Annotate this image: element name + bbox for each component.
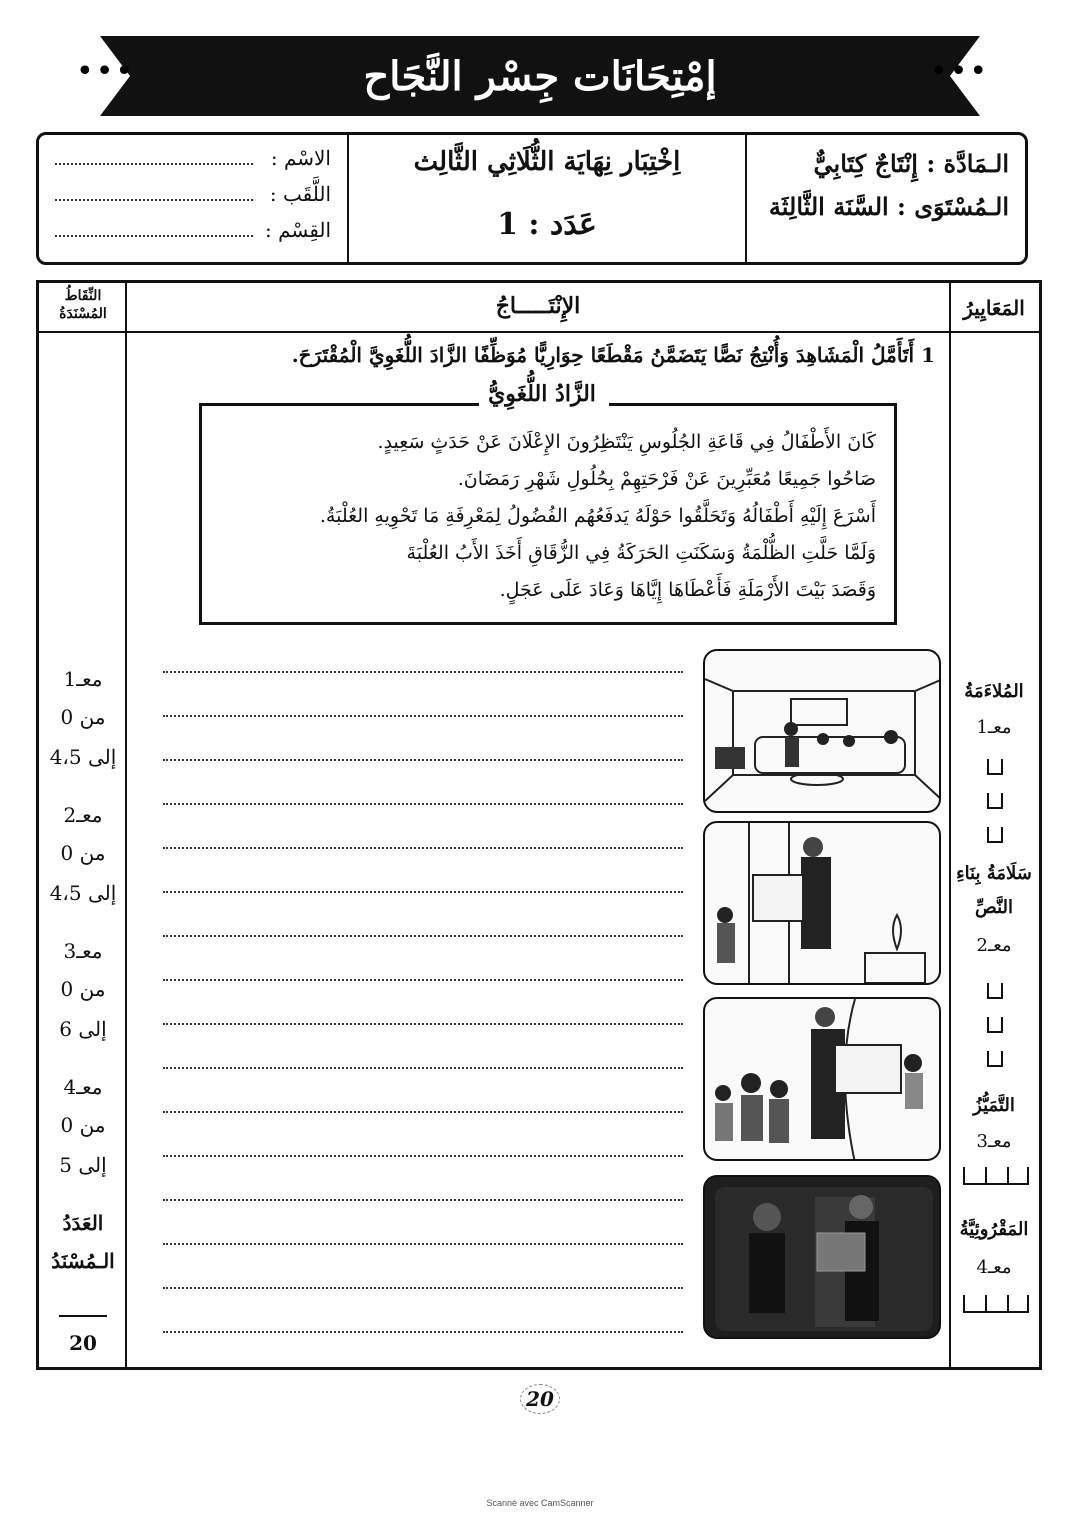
writing-line[interactable] — [163, 935, 683, 937]
instruction-text: 1 أَتَأَمَّلُ الْمَشَاهِدَ وَأُنْتِجُ نَصًّا يَتَضَمَّنُ مَقْطَعًا حِوَارِيًّا مُوَظِّفًا الزَّادَ اللُّغَوِيَّ الْمُقْتَرَحَ. — [291, 343, 935, 367]
total-label-a: العَدَدُ — [62, 1211, 104, 1235]
criterion-2-code: معـ2 — [976, 935, 1012, 956]
total-label-b: الـمُسْنَدُ — [51, 1249, 115, 1273]
criterion-1-box[interactable] — [987, 827, 1003, 843]
writing-line[interactable] — [163, 847, 683, 849]
criterion-structure: سَلَامَةُ بِنَاءِ — [956, 863, 1032, 884]
points-3-code: معـ3 — [63, 939, 103, 963]
scanner-watermark: Scanné avec CamScanner — [486, 1498, 594, 1508]
exam-title-cell — [347, 135, 745, 262]
points-1-code: معـ1 — [63, 667, 103, 691]
scene-living-room-image — [703, 649, 941, 813]
level-label: الـمُسْتَوَى : السَّنَة الثَّالِثَة — [768, 192, 1009, 221]
points-2-to: إلى 4،5 — [49, 881, 117, 905]
writing-line[interactable] — [163, 759, 683, 761]
points-4-code: معـ4 — [63, 1075, 103, 1099]
scene-children-around-box-image — [703, 997, 941, 1161]
points-header: النِّقَاطُ المُسْنَدَةُ — [59, 288, 107, 322]
class-label: القِسْم : — [264, 218, 331, 242]
points-2-from: من 0 — [60, 841, 106, 865]
criterion-1-box[interactable] — [987, 759, 1003, 775]
production-table — [36, 280, 1042, 1370]
criterion-4-boxes[interactable] — [963, 1295, 1029, 1313]
criterion-2-box[interactable] — [987, 1017, 1003, 1033]
points-3-from: من 0 — [60, 977, 106, 1001]
writing-line[interactable] — [163, 1067, 683, 1069]
writing-line[interactable] — [163, 1155, 683, 1157]
vocab-line-1: كَانَ الأَطْفَالُ فِي قَاعَةِ الجُلُوسِ يَنْتَظِرُونَ الإِعْلَانَ عَنْ حَدَثٍ سَعِيدٍ. — [377, 431, 876, 453]
writing-line[interactable] — [163, 715, 683, 717]
scene-night-widow-image — [703, 1175, 941, 1339]
criterion-relevance: المُلاءَمَةُ — [964, 681, 1024, 702]
criteria-column — [949, 283, 1039, 1367]
vocab-line-5: وَقَصَدَ بَيْتَ الأَرْمَلَةِ فَأَعْطَاهَا إِيَّاهَا وَعَادَ عَلَى عَجَلٍ. — [499, 579, 876, 601]
criterion-structure-b: النَّصِّ — [975, 897, 1013, 918]
title-banner — [70, 36, 1010, 116]
criterion-readability: المَقْرُوئِيَّةُ — [959, 1219, 1029, 1240]
criterion-distinction: التَّمَيُّزُ — [973, 1095, 1015, 1116]
dots-left-icon: ••• — [76, 54, 136, 89]
name-label: الاسْم : — [270, 146, 331, 170]
points-2-code: معـ2 — [63, 803, 103, 827]
exam-header — [36, 132, 1028, 265]
total-points: 20 — [69, 1331, 97, 1355]
writing-line[interactable] — [163, 1023, 683, 1025]
vocab-title: الزَّادُ اللُّغَوِيُّ — [488, 381, 596, 407]
points-3-to: إلى 6 — [59, 1017, 107, 1041]
name-field[interactable] — [55, 145, 253, 165]
vocab-line-3: أَسْرَعَ إِلَيْهِ أَطْفَالُهُ وَتَحَلَّقُوا حَوْلَهُ يَدفَعُهُم الفُضُولُ لِمَعْرِفَةِ مَا تَحْوِيهِ العُلْبَةُ. — [319, 505, 876, 527]
student-info-cell — [39, 135, 347, 262]
production-header: الإِنْتَـــــاجُ — [495, 293, 581, 319]
dots-right-icon: ••• — [930, 54, 990, 89]
points-4-to: إلى 5 — [59, 1153, 107, 1177]
criterion-3-code: معـ3 — [976, 1131, 1012, 1152]
criterion-3-boxes[interactable] — [963, 1167, 1029, 1185]
page-number: 20 — [520, 1384, 560, 1414]
writing-line[interactable] — [163, 1287, 683, 1289]
criterion-2-box[interactable] — [987, 1051, 1003, 1067]
subject-cell — [745, 135, 1025, 262]
vocab-line-4: وَلَمَّا حَلَّتِ الظُّلْمَةُ وَسَكَنَتِ الحَرَكَةُ فِي الزُّقَاقِ أَخَذَ الأَبُ العُلْبَةَ — [406, 542, 876, 564]
name-row — [55, 145, 331, 177]
class-field[interactable] — [55, 217, 253, 237]
writing-line[interactable] — [163, 979, 683, 981]
points-1-from: من 0 — [60, 705, 106, 729]
writing-line[interactable] — [163, 1111, 683, 1113]
writing-line[interactable] — [163, 1199, 683, 1201]
exam-title: اِخْتِبَار نِهَايَة الثُّلَاثِي الثَّالِث — [413, 147, 681, 177]
points-1-to: إلى 4،5 — [49, 745, 117, 769]
writing-line[interactable] — [163, 891, 683, 893]
surname-row — [55, 181, 331, 213]
writing-line[interactable] — [163, 1331, 683, 1333]
banner-title: إمْتِحَانَات جِسْر النَّجَاح — [363, 52, 717, 100]
subject-label: الـمَادَّة : إِنْتَاجٌ كِتَابِيٌّ — [813, 149, 1009, 178]
criterion-1-code: معـ1 — [976, 717, 1012, 738]
criteria-header: المَعَايِيرُ — [963, 296, 1025, 320]
vocab-box — [199, 403, 897, 625]
writing-line[interactable] — [163, 1243, 683, 1245]
criterion-4-code: معـ4 — [976, 1257, 1012, 1278]
surname-label: اللَّقَب : — [269, 182, 331, 206]
criterion-1-box[interactable] — [987, 793, 1003, 809]
writing-line[interactable] — [163, 671, 683, 673]
points-4-from: من 0 — [60, 1113, 106, 1137]
total-divider — [59, 1315, 107, 1317]
writing-line[interactable] — [163, 803, 683, 805]
scene-father-arrives-image — [703, 821, 941, 985]
exam-number: عَدَد : 1 — [497, 207, 597, 242]
vocab-line-2: صَاحُوا جَمِيعًا مُعَبِّرِينَ عَنْ فَرْحَتِهِمْ بِحُلُولِ شَهْرِ رَمَضَانَ. — [457, 468, 876, 490]
criterion-2-box[interactable] — [987, 983, 1003, 999]
class-row — [55, 217, 331, 249]
surname-field[interactable] — [55, 181, 253, 201]
